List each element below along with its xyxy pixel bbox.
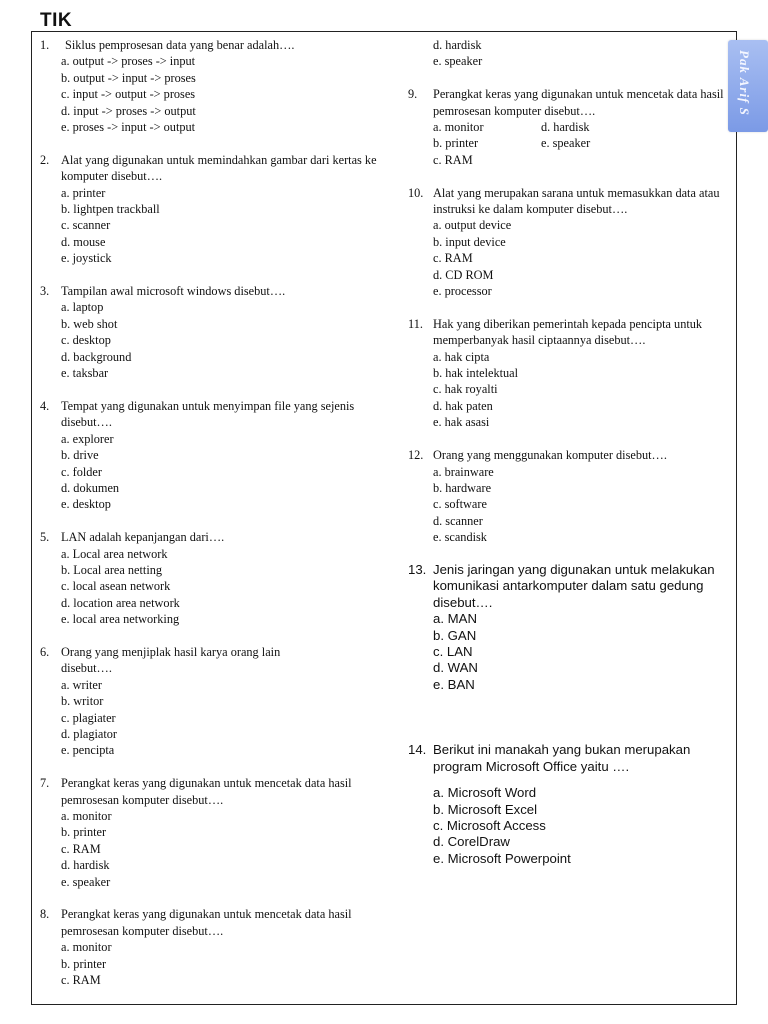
option: c. plagiater [61,710,116,725]
watermark-text: Pak Arif S [737,50,752,116]
option: a. Microsoft Word [433,785,537,801]
left-column [40,37,380,988]
option: e. BAN [433,676,475,692]
option: c. software [433,497,487,512]
option: a. laptop [61,300,104,315]
option: d. background [61,349,132,364]
question-4 [40,398,380,513]
option: d. CorelDraw [433,834,510,850]
option: c. RAM [433,152,473,167]
question-8-continuation [408,37,734,70]
question-1 [40,37,380,135]
option: e. pencipta [61,743,115,758]
option: d. hardisk [541,120,590,135]
option: e. speaker [433,54,483,69]
question-3 [40,283,380,381]
option: a. monitor [61,809,112,823]
option: e. speaker [541,136,591,151]
option: a. brainware [433,464,494,479]
option: b. input device [433,234,506,249]
option: e. proses -> input -> output [61,120,196,135]
question-text: Alat yang merupakan sarana untuk memasukkan data atau instruksi ke dalam komputer disebut…. [433,185,720,217]
option: d. CD ROM [433,267,494,282]
question-text: Alat yang digunakan untuk memindahkan gambar dari kertas ke komputer disebut…. [61,152,377,184]
question-text: Perangkat keras yang digunakan untuk mencetak data hasil pemrosesan komputer disebut…. [433,87,724,118]
option: b. printer [61,825,107,840]
option: e. taksbar [61,366,109,381]
option: d. WAN [433,660,478,676]
option: d. location area network [61,595,180,610]
option: d. mouse [61,234,106,249]
question-number: 6. [40,644,50,659]
option: c. RAM [61,973,101,988]
question-number: 12. [408,448,424,463]
question-8 [40,906,380,988]
option: b. hardware [433,480,492,495]
question-text: Berikut ini manakah yang bukan merupakan program Microsoft Office yaitu …. [433,742,691,774]
question-number: 10. [408,185,424,200]
option: e. Microsoft Powerpoint [433,850,571,866]
question-text: Perangkat keras yang digunakan untuk mencetak data hasil pemrosesan komputer disebut…. [61,776,352,807]
option: d. hardisk [61,858,110,873]
question-number: 2. [40,152,50,167]
question-5 [40,529,380,627]
option: b. drive [61,448,99,463]
option: e. processor [433,284,492,299]
question-number: 7. [40,776,50,791]
option: b. printer [61,956,107,971]
question-13 [408,562,734,693]
question-text: Hak yang diberikan pemerintah kepada pencipta untuk memperbanyak hasil ciptaannya disebut…. [433,316,703,348]
question-number: 13. [408,561,427,577]
option: e. hak asasi [433,415,490,430]
question-12 [408,447,734,545]
option: c. folder [61,464,102,479]
option: c. scanner [61,218,111,233]
question-number: 3. [40,284,50,299]
option: b. output -> input -> proses [61,70,196,85]
question-number: 8. [40,907,50,922]
option: e. scandisk [433,530,487,545]
question-number: 1. [40,38,50,52]
option: a. MAN [433,611,477,627]
option: b. web shot [61,316,118,331]
question-number: 5. [40,530,50,545]
option: b. lightpen trackball [61,202,160,217]
option: d. plagiator [61,726,118,741]
option: c. Microsoft Access [433,817,546,833]
question-10 [408,185,734,300]
question-text: LAN adalah kepanjangan dari…. [61,530,225,545]
option: a. writer [61,677,102,692]
option: e. joystick [61,251,112,266]
option: a. monitor [433,120,484,135]
option: c. RAM [433,251,473,266]
option: a. hak cipta [433,349,490,364]
option: c. LAN [433,643,473,659]
question-number: 9. [408,87,418,102]
question-7 [40,775,380,890]
right-column [408,37,734,867]
question-text: Perangkat keras yang digunakan untuk mencetak data hasil pemrosesan komputer disebut…. [61,907,352,938]
option: b. Local area netting [61,562,163,577]
option: e. desktop [61,497,111,512]
option: a. output device [433,218,512,233]
option: e. local area networking [61,612,180,627]
watermark-badge [728,40,768,132]
option: c. local asean network [61,579,171,594]
option: b. printer [433,136,479,151]
question-text: Tempat yang digunakan untuk menyimpan file yang sejenis disebut…. [61,398,355,430]
document-title: TIK [40,10,73,31]
question-text: Tampilan awal microsoft windows disebut…. [61,284,286,299]
option: a. output -> proses -> input [61,54,196,69]
question-14 [408,742,734,867]
option: a. Local area network [61,546,168,561]
option: c. desktop [61,333,111,348]
option: d. dokumen [61,480,120,495]
question-11 [408,316,734,431]
question-2 [40,152,380,267]
option: a. monitor [61,940,112,955]
question-6 [40,644,380,759]
question-number: 14. [408,742,427,758]
question-text: Orang yang menjiplak hasil karya orang lain disebut…. [61,644,281,676]
option: c. input -> output -> proses [61,87,196,102]
option: b. writor [61,694,104,709]
option: d. input -> proses -> output [61,103,196,118]
option: c. RAM [61,841,101,856]
question-text: Orang yang menggunakan komputer disebut…. [433,448,667,463]
question-number: 4. [40,398,50,413]
question-text: Siklus pemprosesan data yang benar adalah…. [65,38,295,52]
option: d. hak paten [433,398,493,413]
option: b. GAN [433,627,477,643]
option: d. hardisk [433,38,482,52]
option: a. explorer [61,431,114,446]
question-number: 11. [408,316,423,331]
option: d. scanner [433,513,483,528]
option: b. hak intelektual [433,366,519,381]
option: e. speaker [61,874,111,889]
question-9 [408,86,734,168]
option: b. Microsoft Excel [433,801,538,817]
option: c. hak royalti [433,382,498,397]
question-text: Jenis jaringan yang digunakan untuk melakukan komunikasi antarkomputer dalam satu gedung disebut…. [433,561,715,610]
option: a. printer [61,185,106,200]
